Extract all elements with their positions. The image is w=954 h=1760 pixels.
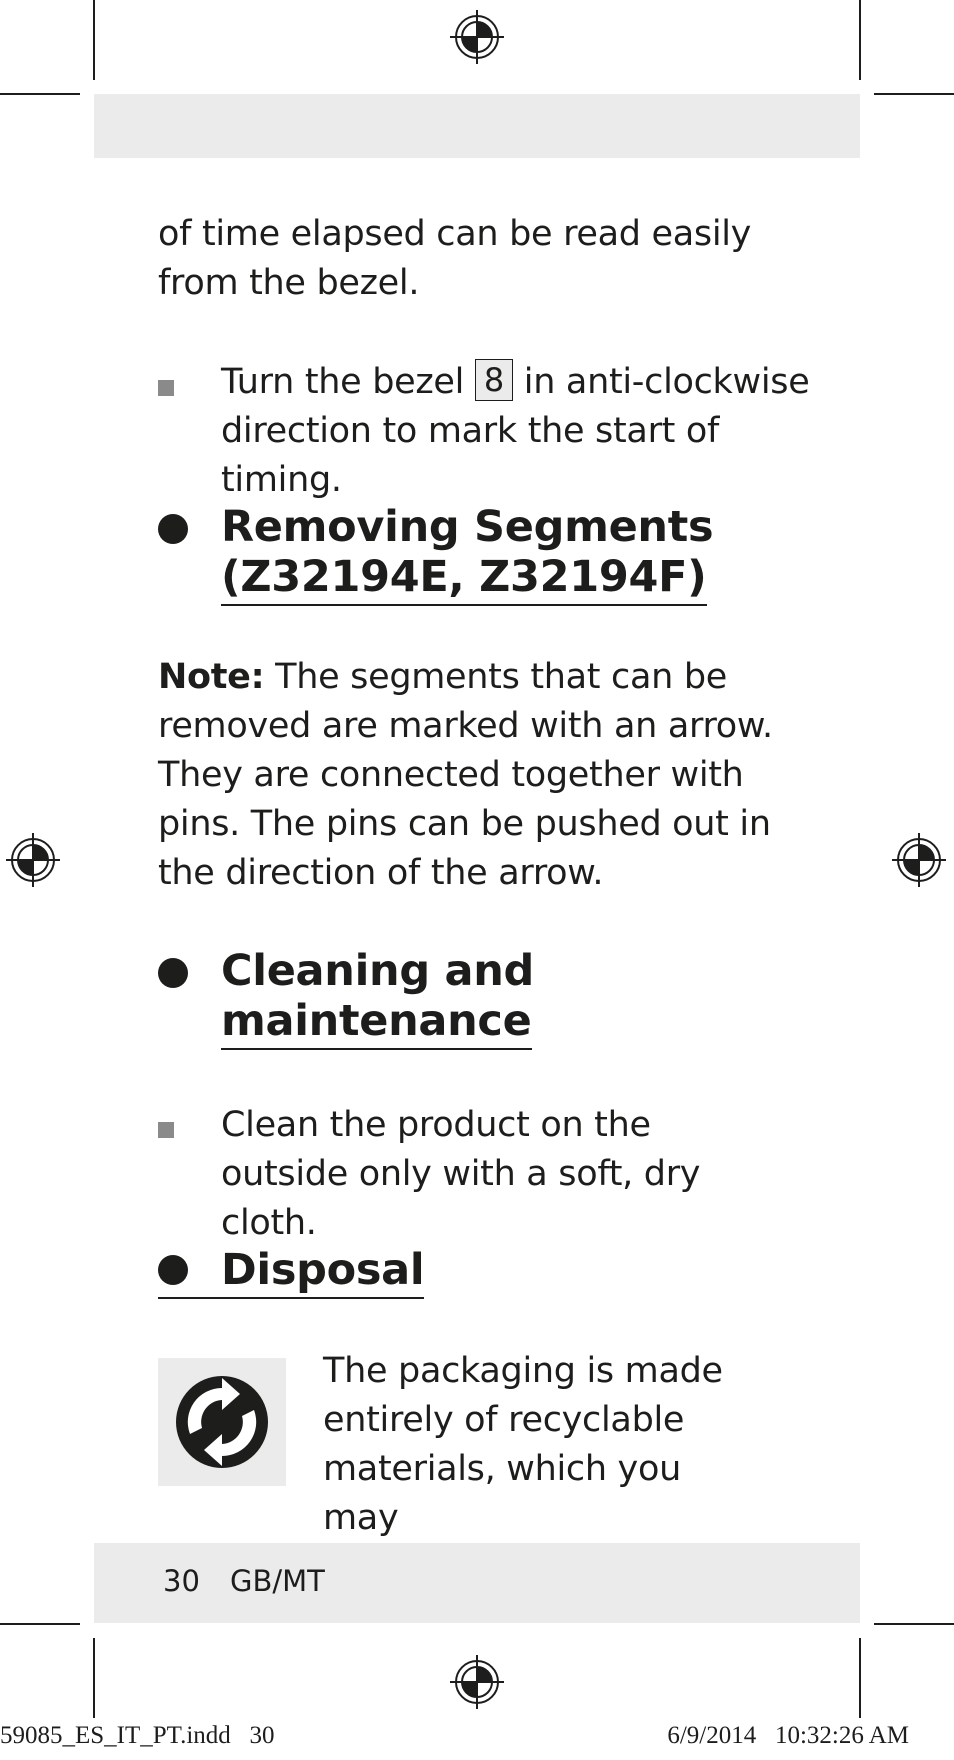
bullet-marker [158, 1122, 174, 1138]
registration-mark-icon [892, 833, 946, 887]
registration-mark-icon [450, 10, 504, 64]
crop-mark [93, 1638, 95, 1718]
crop-mark [93, 0, 95, 80]
note-text: The segments that can be removed are marked with an arrow. They are connected together with pins. The pins can be pushed out in the direction of the arrow. [158, 657, 773, 893]
heading-disposal-text: Disposal [158, 1245, 424, 1299]
note-label: Note: [158, 657, 265, 697]
registration-mark-icon [450, 1655, 504, 1709]
footer-band [94, 1543, 860, 1623]
cleaning-instruction: Clean the product on the outside only with a soft, dry cloth. [221, 1105, 701, 1243]
section-bullet-icon [158, 958, 188, 988]
bullet-marker [158, 380, 174, 396]
registration-mark-icon [6, 833, 60, 887]
bezel-reference-number: 8 [475, 359, 513, 401]
heading-cleaning [221, 946, 534, 1050]
print-slug-datetime: 6/9/2014 10:32:26 AM [667, 1722, 909, 1749]
crop-mark [859, 1638, 861, 1718]
bezel-instruction-after: in anti-clockwise direction to mark the start of timing. [221, 362, 810, 500]
crop-mark [0, 93, 80, 95]
crop-mark [859, 0, 861, 80]
bezel-instruction-before: Turn the bezel [221, 362, 465, 402]
crop-mark [874, 1623, 954, 1625]
heading-removing-segments [221, 502, 713, 606]
heading-cleaning-line2: maintenance [221, 996, 532, 1050]
intro-paragraph: of time elapsed can be read easily from the bezel. [158, 214, 752, 303]
crop-mark [874, 93, 954, 95]
heading-removing-segments-line1: Removing Segments [221, 502, 714, 552]
heading-cleaning-line1: Cleaning and [221, 946, 535, 996]
print-slug-file: 59085_ES_IT_PT.indd 30 [0, 1722, 275, 1749]
page-number: 30 [163, 1564, 200, 1598]
section-bullet-icon [158, 514, 188, 544]
crop-mark [0, 1623, 80, 1625]
heading-disposal [158, 1245, 424, 1299]
header-band [94, 94, 860, 158]
bezel-instruction [221, 358, 821, 505]
recycling-logo [158, 1358, 286, 1486]
disposal-paragraph: The packaging is made entirely of recyclable materials, which you may [323, 1351, 723, 1538]
heading-removing-segments-line2: (Z32194E, Z32194F) [221, 552, 707, 606]
note-paragraph [158, 653, 798, 898]
recycling-arrows-icon [158, 1358, 286, 1486]
language-code: GB/MT [230, 1564, 325, 1598]
